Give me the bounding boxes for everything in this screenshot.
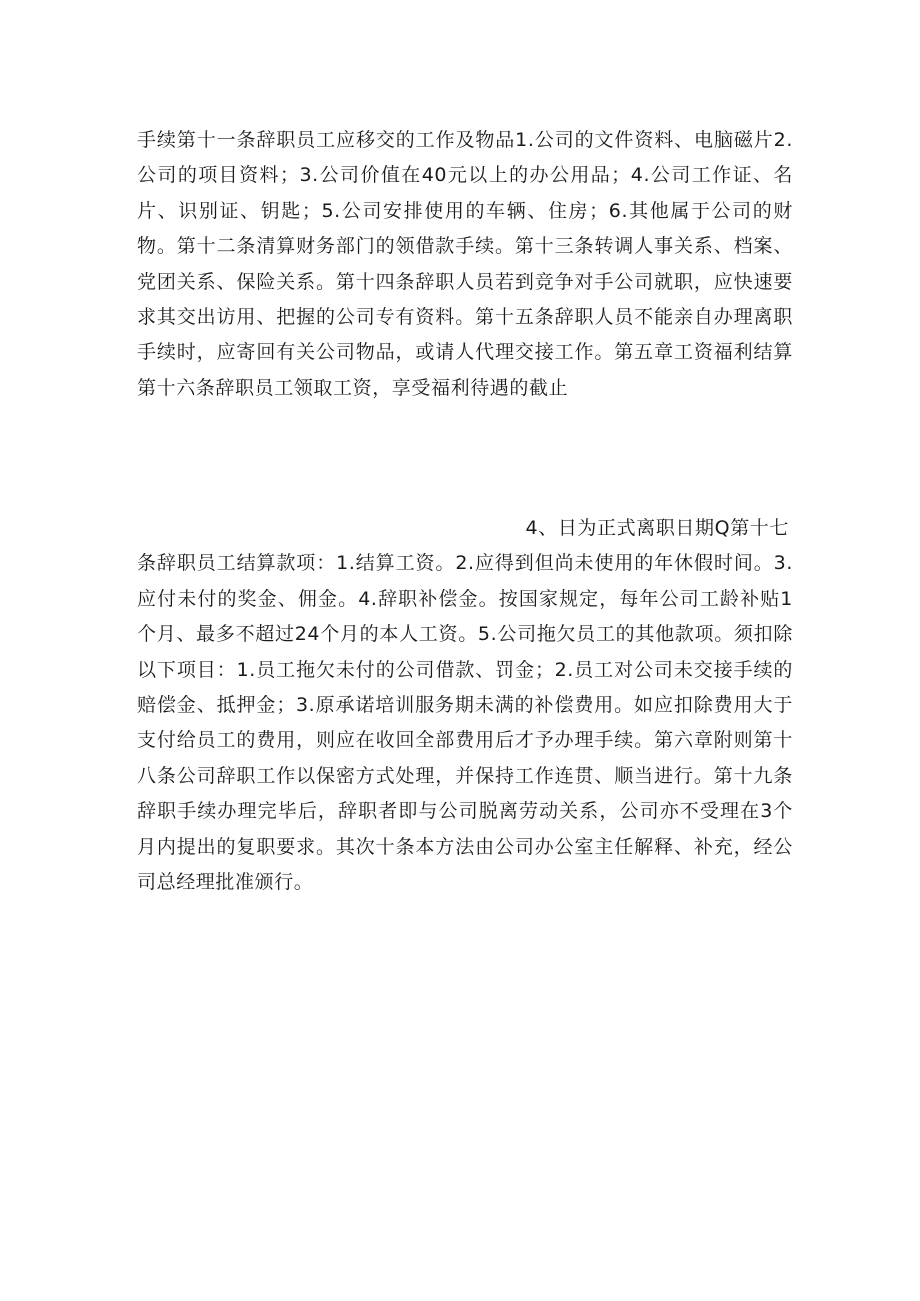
right-aligned-date-line: 4、日为正式离职日期Q第十七	[525, 517, 789, 539]
body-text-section-1	[137, 123, 793, 406]
body-text-section-2	[137, 511, 793, 900]
paragraph-settlement-and-appendix: 条辞职员工结算款项：1.结算工资。2.应得到但尚未使用的年休假时间。3.应付未付的奖金、佣金。4.辞职补偿金。按国家规定，每年公司工龄补贴1个月、最多不超过24个月的本人工资。5.公司拖欠员工的其他款项。须扣除以下项目：1.员工拖欠未付的公司借款、罚金；2.员工对公司未交接手续的赔偿金、抵押金；3.原承诺培训服务期未满的补偿费用。如应扣除费用大于支付给员工的费用，则应在收回全部费用后才予办理手续。第六章附则第十八条公司辞职工作以保密方式处理，并保持工作连贯、顺当进行。第十九条辞职手续办理完毕后，辞职者即与公司脱离劳动关系，公司亦不受理在3个月内提出的复职要求。其次十条本方法由公司办公室主任解释、补充，经公司总经理批准颁行。	[137, 552, 793, 894]
paragraph-resignation-handover: 手续第十一条辞职员工应移交的工作及物品1.公司的文件资料、电脑磁片2.公司的项目资料；3.公司价值在40元以上的办公用品；4.公司工作证、名片、识别证、钥匙；5.公司安排使用的车辆、住房；6.其他属于公司的财物。第十二条清算财务部门的领借款手续。第十三条转调人事关系、档案、党团关系、保险关系。第十四条辞职人员若到竞争对手公司就职，应快速要求其交出访用、把握的公司专有资料。第十五条辞职人员不能亲自办理离职手续时，应寄回有关公司物品，或请人代理交接工作。第五章工资福利结算第十六条辞职员工领取工资，享受福利待遇的截止	[137, 129, 793, 399]
